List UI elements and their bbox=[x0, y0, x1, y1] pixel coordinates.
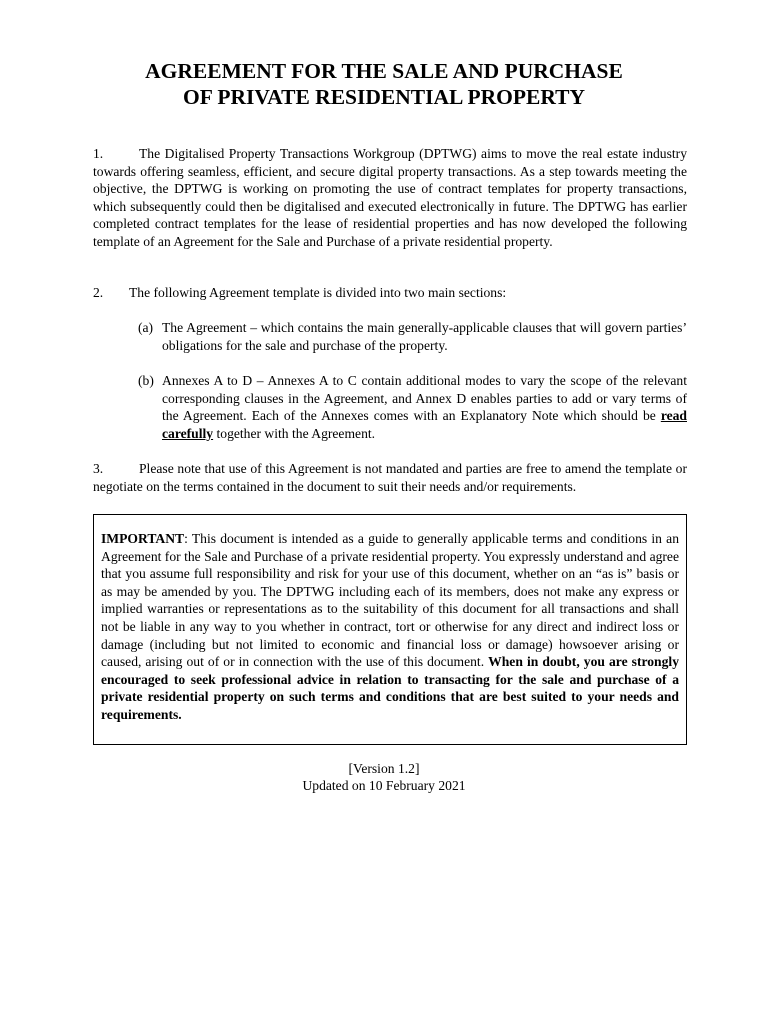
paragraph-text: Please note that use of this Agreement is not mandated and parties are free to amend the template or negotiate on the terms contained in the document to suit their needs and/or requirements. bbox=[93, 461, 687, 494]
paragraph-number: 2. bbox=[93, 285, 104, 300]
paragraph-1 bbox=[93, 145, 687, 251]
important-label: IMPORTANT bbox=[101, 531, 185, 546]
document-title bbox=[0, 58, 768, 110]
paragraph-text: The following Agreement template is divided into two main sections: bbox=[129, 285, 507, 300]
paragraph-3 bbox=[93, 460, 687, 495]
subsection-b bbox=[138, 372, 687, 442]
paragraph-2 bbox=[93, 284, 687, 302]
paragraph-number: 3. bbox=[93, 461, 104, 476]
important-bold-text: When in doubt, you are strongly encouraged to seek professional advice in relation to transacting for the sale and purchase of a private residential property on such terms and conditions that are best suited to your needs and requirements. bbox=[101, 654, 679, 722]
version-label: [Version 1.2] bbox=[348, 761, 420, 776]
subsection-a bbox=[138, 319, 687, 354]
subsection-marker: (b) bbox=[138, 373, 154, 388]
important-text: : This document is intended as a guide to generally applicable terms and conditions in an Agreement for the Sale and Purchase of a private residential property. You expressly understand and agree that you assume full responsibility and risk for your use of this document, whether on an “as is” basis or as may be amended by you. The DPTWG including each of its members, does not make any express or implied warranties or representations as to the suitability of this document for all transactions and shall not be liable in any way to you whether in contract, tort or otherwise for any direct and indirect loss or damage (including but not limited to economic and financial loss or damage) howsoever arising or caused, arising out of or in connection with the use of this document. bbox=[101, 531, 679, 670]
subsection-marker: (a) bbox=[138, 320, 154, 335]
important-notice-box bbox=[93, 514, 687, 745]
paragraph-number: 1. bbox=[93, 146, 104, 161]
version-block bbox=[0, 760, 768, 794]
title-line-1: AGREEMENT FOR THE SALE AND PURCHASE bbox=[145, 59, 623, 83]
updated-date: Updated on 10 February 2021 bbox=[302, 778, 466, 793]
title-line-2: OF PRIVATE RESIDENTIAL PROPERTY bbox=[182, 85, 586, 109]
subsection-text: Annexes A to D – Annexes A to C contain additional modes to vary the scope of the relevant corresponding clauses in the Agreement, and Annex D enables parties to add or vary terms of the Agreement. Each of the Annexes comes with an Explanatory Note which should be bbox=[162, 373, 687, 424]
subsection-text-end: together with the Agreement. bbox=[213, 425, 376, 441]
emphasis-text: read carefully bbox=[162, 408, 687, 441]
paragraph-text: The Digitalised Property Transactions Workgroup (DPTWG) aims to move the real estate industry towards offering seamless, efficient, and secure digital property transactions. As a step towards meeting the objective, the DPTWG is working on promoting the use of contract templates for property transactions, which subsequently could then be digitalised and executed electronically in future. The DPTWG has earlier completed contract templates for the lease of residential properties and has now developed the following template of an Agreement for the Sale and Purchase of a private residential property. bbox=[93, 146, 687, 249]
subsection-text: The Agreement – which contains the main generally-applicable clauses that will govern parties’ obligations for the sale and purchase of the property. bbox=[162, 320, 687, 353]
